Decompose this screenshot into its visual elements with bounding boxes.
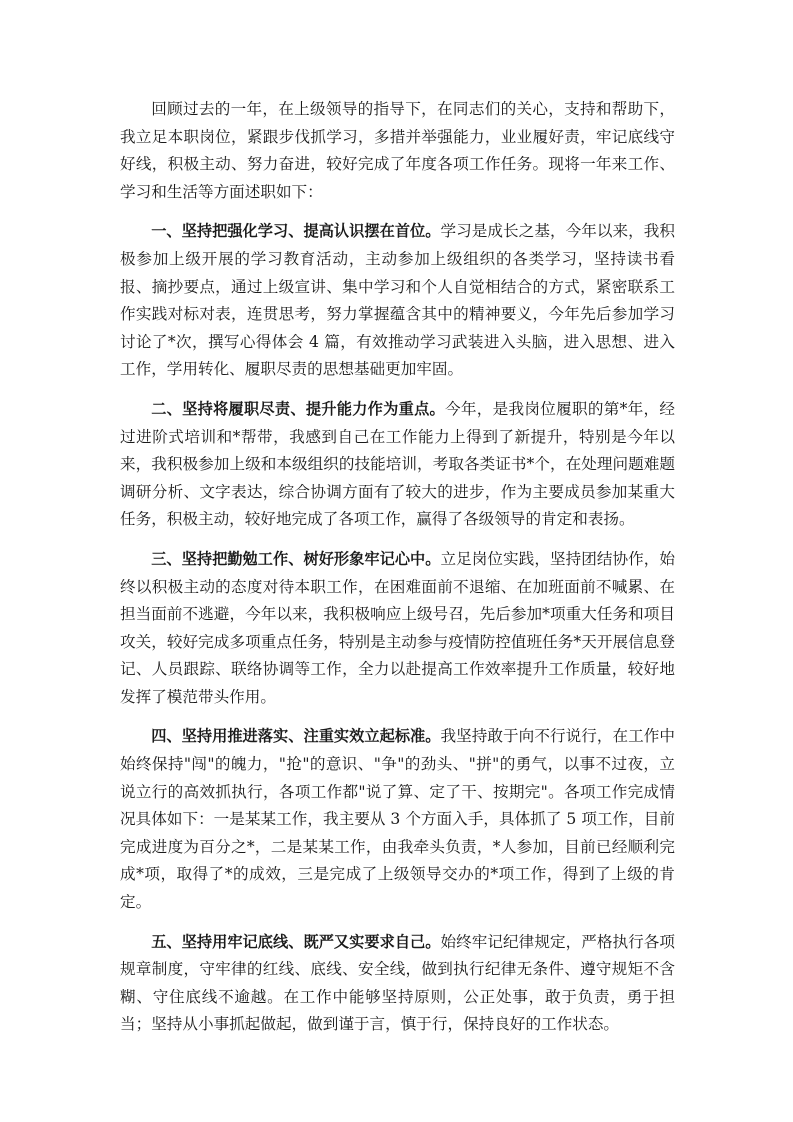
- section-1-body: 学习是成长之基，今年以来，我积极参加上级开展的学习教育活动，主动参加上级组织的各类学习，坚持读书看报、摘抄要点，通过上级宣讲、集中学习和个人自觉相结合的方式，紧密联系工作实践对标对表，连贯思考，努力掌握蕴含其中的精神要义，今年先后参加学习讨论了*次，撰写心得体会 4 篇，有效推动学习武装进入头脑，进入思想、进入工作，学用转化、履职尽责的思想基础更加牢固。: [120, 222, 675, 379]
- section-2-paragraph: [120, 396, 675, 534]
- section-1-paragraph: [120, 218, 675, 384]
- section-2-body: 今年，是我岗位履职的第*年，经过进阶式培训和*帮带，我感到自己在工作能力上得到了新提升，特别是今年以来，我积极参加上级和本级组织的技能培训，考取各类证书*个，在处理问题难题调研分析、文字表达，综合协调方面有了较大的进步，作为主要成员参加某重大任务，积极主动，较好地完成了各项工作，赢得了各级领导的肯定和表扬。: [120, 399, 675, 529]
- section-4-body: 我坚持敢于向不行说行，在工作中始终保持"闯"的魄力，"抢"的意识、"争"的劲头、"拼"的勇气，以事不过夜，立说立行的高效抓执行，各项工作都"说了算、定了干、按期完"。各项工作完成情况具体如下：一是某某工作，我主要从 3 个方面入手，具体抓了 5 项工作，目前完成进度为百分之*，二是某某工作，由我牵头负责，*人参加，目前已经顺利完成*项，取得了*的成效，三是完成了上级领导交办的*项工作，得到了上级的肯定。: [120, 727, 675, 912]
- section-4-heading: 四、坚持用推进落实、注重实效立起标准。: [151, 727, 441, 746]
- section-5-paragraph: [120, 929, 675, 1039]
- section-5-body: 始终牢记纪律规定，严格执行各项规章制度，守牢律的红线、底线、安全线，做到执行纪律无条件、遵守规矩不含糊、守住底线不逾越。在工作中能够坚持原则，公正处事，敢于负责，勇于担当；坚持从小事抓起做起，做到谨于言，慎于行，保持良好的工作状态。: [120, 932, 675, 1034]
- section-5-heading: 五、坚持用牢记底线、既严又实要求自己。: [151, 932, 441, 951]
- section-3-body: 立足岗位实践，坚持团结协作，始终以积极主动的态度对待本职工作，在困难面前不退缩、在加班面前不喊累、在担当面前不逃避，今年以来，我积极响应上级号召，先后参加*项重大任务和项目攻关，较好完成多项重点任务，特别是主动参与疫情防控值班任务*天开展信息登记、人员跟踪、联络协调等工作，全力以赴提高工作效率提升工作质量，较好地发挥了模范带头作用。: [120, 549, 675, 706]
- section-4-paragraph: [120, 723, 675, 916]
- intro-paragraph: 回顾过去的一年，在上级领导的指导下，在同志们的关心，支持和帮助下，我立足本职岗位，紧跟步伐抓学习，多措并举强能力，业业履好责，牢记底线守好线，积极主动、努力奋进，较好完成了年度各项工作任务。现将一年来工作、学习和生活等方面述职如下：: [120, 100, 675, 201]
- section-2-heading: 二、坚持将履职尽责、提升能力作为重点。: [151, 399, 446, 418]
- section-1-heading: 一、坚持把强化学习、提高认识摆在首位。: [151, 222, 441, 241]
- section-3-heading: 三、坚持把勤勉工作、树好形象牢记心中。: [151, 549, 441, 568]
- document-body: [120, 96, 675, 1051]
- section-3-paragraph: [120, 546, 675, 712]
